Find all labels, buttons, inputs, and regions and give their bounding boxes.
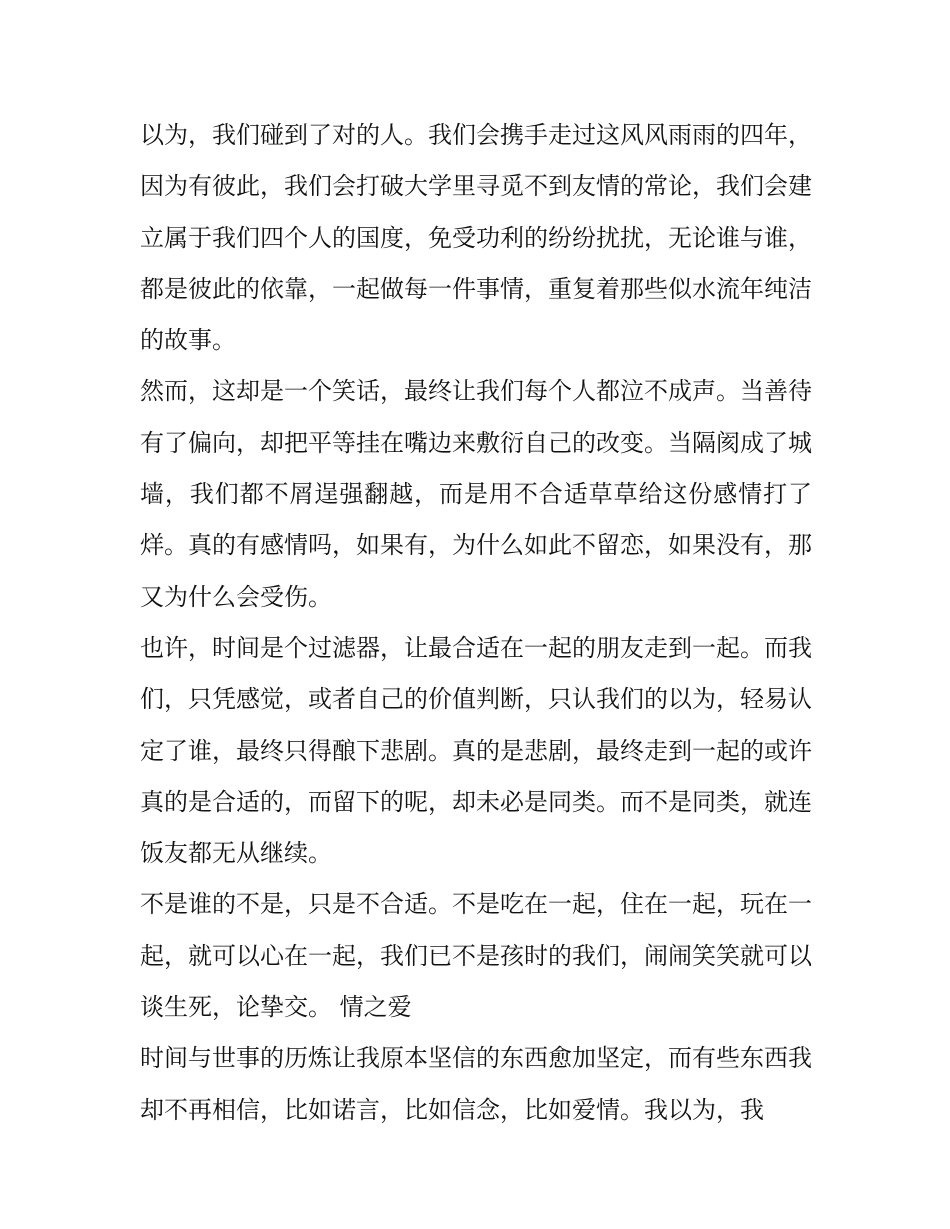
paragraph-2: 然而，这却是一个笑话，最终让我们每个人都泣不成声。当善待有了偏向，却把平等挂在嘴边来敷衍自己的改变。当隔阂成了城墙，我们都不屑逞强翻越，而是用不合适草草给这份感情打了烊。真的有感情吗，如果有，为什么如此不留恋，如果没有，那又为什么会受伤。 bbox=[140, 377, 812, 611]
document-body bbox=[140, 110, 812, 1136]
paragraph-3: 也许，时间是个过滤器，让最合适在一起的朋友走到一起。而我们，只凭感觉，或者自己的价值判断，只认我们的以为，轻易认定了谁，最终只得酿下悲剧。真的是悲剧，最终走到一起的或许真的是合适的，而留下的呢，却未必是同类。而不是同类，就连饭友都无从继续。 bbox=[140, 633, 812, 868]
paragraph-4: 不是谁的不是，只是不合适。不是吃在一起，住在一起，玩在一起，就可以心在一起，我们已不是孩时的我们，闹闹笑笑就可以谈生死，论挚交。 情之爱 bbox=[140, 890, 812, 1022]
paragraph-1: 以为，我们碰到了对的人。我们会携手走过这风风雨雨的四年，因为有彼此，我们会打破大学里寻觅不到友情的常论，我们会建立属于我们四个人的国度，免受功利的纷纷扰扰，无论谁与谁，都是彼此的依靠，一起做每一件事情，重复着那些似水流年纯洁的故事。 bbox=[140, 121, 812, 355]
paragraph-5: 时间与世事的历炼让我原本坚信的东西愈加坚定，而有些东西我却不再相信，比如诺言，比如信念，比如爱情。我以为，我 bbox=[140, 1044, 812, 1124]
